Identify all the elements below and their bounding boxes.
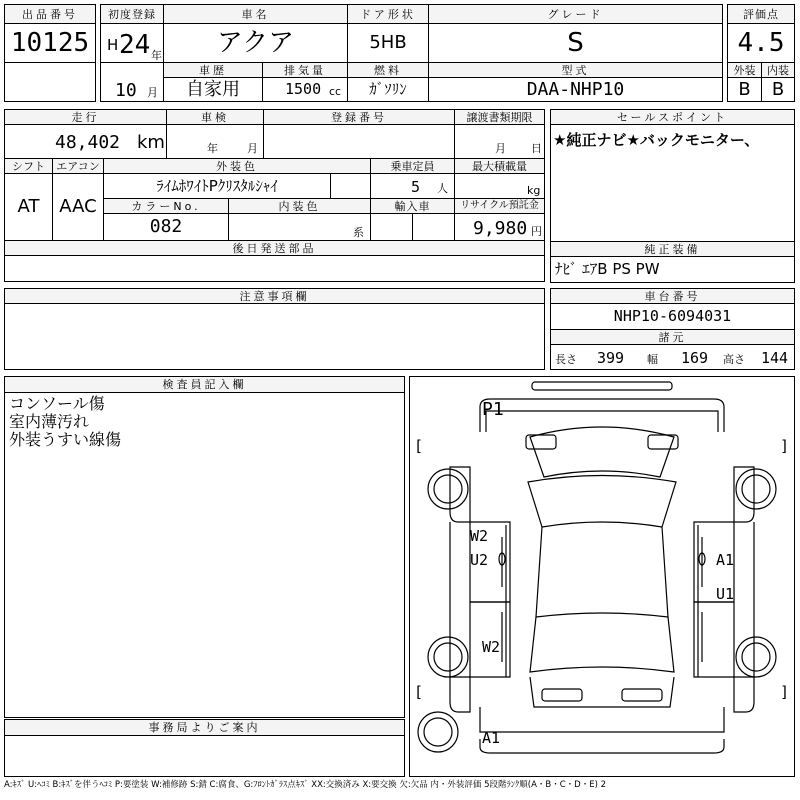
inspection-year-unit: 年: [207, 142, 218, 155]
exterior-grade-value: B: [727, 77, 762, 102]
displacement-label: 排気量: [262, 62, 348, 78]
displacement-unit: cc: [329, 85, 342, 98]
shift-label: シフト: [4, 158, 53, 174]
interior-color-label: 内装色: [228, 198, 371, 214]
capacity-unit: 人: [437, 182, 448, 195]
year-unit: 年: [151, 49, 162, 62]
model-value: DAA-NHP10: [428, 77, 723, 102]
interior-color-box: [228, 213, 371, 241]
damage-mark: P1: [482, 399, 504, 420]
damage-legend: A:ｷｽﾞ U:ﾍｺﾐ B:ｷｽﾞを伴うﾍｺﾐ P:要塗装 W:補修跡 S:錆 C:腐食、G:ﾌﾛﾝﾄｶﾞﾗｽ点ｷｽﾞ XX:交換済み X:要交換 欠:欠品 内・外装評価 5段階ﾗﾝｸ順(A・B・C・D・E) 2: [4, 780, 607, 790]
transfer-month-unit: 月: [495, 142, 506, 155]
caution-box: [4, 303, 545, 370]
mileage-value: 48,402: [55, 132, 121, 153]
import-box-b: [412, 213, 455, 241]
registration-number-box: [263, 124, 455, 159]
width-value: 169: [681, 349, 709, 367]
dimensions-label: 諸元: [550, 329, 795, 345]
score-label: 評価点: [727, 4, 795, 24]
capacity-box: [370, 173, 455, 199]
inspector-note-line: 外装うすい線傷: [9, 430, 122, 449]
mileage-unit: km: [137, 132, 165, 153]
recycle-box: [454, 213, 545, 241]
year-value: 24: [119, 30, 151, 60]
transfer-day-unit: 日: [531, 142, 542, 155]
recycle-value: 9,980: [473, 218, 528, 239]
grade-label: グレード: [428, 4, 723, 24]
car-diagram: [409, 376, 795, 777]
exterior-color-label: 外装色: [103, 158, 371, 174]
inspection-label: 車検: [166, 109, 264, 125]
damage-mark: A1: [482, 729, 501, 747]
chassis-number-label: 車台番号: [550, 288, 795, 304]
damage-mark: A1: [716, 551, 735, 569]
capacity-label: 乗車定員: [370, 158, 455, 174]
fuel-label: 燃料: [347, 62, 429, 78]
later-parts-label: 後日発送部品: [4, 240, 545, 256]
history-label: 車歴: [163, 62, 263, 78]
damage-mark: W2: [482, 638, 501, 656]
aircon-label: エアコン: [52, 158, 104, 174]
sales-point-value: ★純正ナビ★バックモニター、: [553, 131, 760, 149]
bracket-left-bottom: [: [414, 683, 424, 701]
interior-grade-value: B: [761, 77, 795, 102]
transfer-deadline-label: 譲渡書類期限: [454, 109, 545, 125]
genuine-equipment-value: ﾅﾋﾞ ｴｱB PS PW: [555, 260, 660, 278]
model-label: 型式: [428, 62, 723, 78]
first-registration-year: [100, 23, 164, 63]
genuine-equipment-box: [550, 256, 795, 283]
dimensions-box: [550, 344, 795, 370]
sales-point-label: セールスポイント: [550, 109, 795, 125]
height-label: 高さ: [723, 353, 745, 366]
month-unit: 月: [147, 86, 158, 99]
color-number-value: 082: [103, 213, 229, 241]
caution-label: 注意事項欄: [4, 288, 545, 304]
history-value: 自家用: [163, 77, 263, 102]
length-value: 399: [597, 349, 625, 367]
door-type-label: ドア形状: [347, 4, 429, 24]
genuine-equipment-label: 純正装備: [550, 241, 795, 257]
car-name-label: 車名: [163, 4, 348, 24]
office-notice-box: [4, 735, 405, 777]
inspection-box: [166, 124, 264, 159]
chassis-number-value: NHP10-6094031: [550, 303, 795, 330]
mileage-box: [4, 124, 167, 159]
max-load-unit: kg: [527, 184, 541, 197]
lot-number-blank: [4, 62, 96, 102]
fuel-value: ｶﾞｿﾘﾝ: [347, 77, 429, 102]
import-box-a: [370, 213, 413, 241]
inspector-note-line: コンソール傷: [9, 394, 105, 413]
lot-number-label: 出品番号: [4, 4, 96, 24]
grade-value: S: [428, 23, 723, 63]
score-value: 4.5: [727, 23, 795, 63]
door-type-value: 5HB: [347, 23, 429, 63]
exterior-color-extra: [330, 173, 371, 199]
inspector-notes-label: 検査員記入欄: [4, 376, 405, 393]
lot-number-value: 10125: [4, 23, 96, 63]
exterior-grade-label: 外装: [727, 62, 762, 78]
import-label: 輸入車: [370, 198, 455, 214]
width-label: 幅: [647, 353, 658, 366]
length-label: 長さ: [555, 353, 577, 366]
color-number-label: カラーNo.: [103, 198, 229, 214]
shift-value: AT: [4, 173, 53, 241]
bracket-right-bottom: ]: [780, 683, 790, 701]
car-name-value: アクア: [163, 23, 348, 63]
height-value: 144: [761, 349, 789, 367]
era-letter: H: [107, 36, 119, 54]
office-notice-label: 事務局よりご案内: [4, 719, 405, 736]
car-outline-icon: [410, 377, 794, 776]
mileage-label: 走行: [4, 109, 167, 125]
first-registration-label: 初度登録: [100, 4, 164, 24]
displacement-value: 1500: [285, 80, 322, 98]
inspection-month-unit: 月: [247, 142, 258, 155]
displacement-value-box: [262, 77, 348, 102]
inspector-note-line: 室内薄汚れ: [9, 412, 90, 431]
later-parts-box: [4, 255, 545, 282]
interior-grade-label: 内装: [761, 62, 795, 78]
first-registration-month: [100, 62, 164, 102]
capacity-value: 5: [411, 178, 421, 196]
damage-mark: U1: [716, 585, 735, 603]
sales-point-box: [550, 124, 795, 242]
inspector-notes-box: [4, 392, 405, 718]
damage-mark: W2: [470, 527, 489, 545]
interior-color-unit: 系: [353, 226, 364, 239]
aircon-value: AAC: [52, 173, 104, 241]
month-value: 10: [115, 80, 137, 101]
transfer-deadline-box: [454, 124, 545, 159]
registration-number-label: 登録番号: [263, 109, 455, 125]
max-load-box: [454, 173, 545, 199]
bracket-left-top: [: [414, 437, 424, 455]
recycle-label: リサイクル預託金: [454, 198, 545, 214]
recycle-unit: 円: [531, 225, 542, 238]
damage-mark: U2: [470, 551, 489, 569]
bracket-right-top: ]: [780, 437, 790, 455]
exterior-color-value: ﾗｲﾑﾎﾜｲﾄPｸﾘｽﾀﾙｼｬｲ: [103, 173, 331, 199]
max-load-label: 最大積載量: [454, 158, 545, 174]
